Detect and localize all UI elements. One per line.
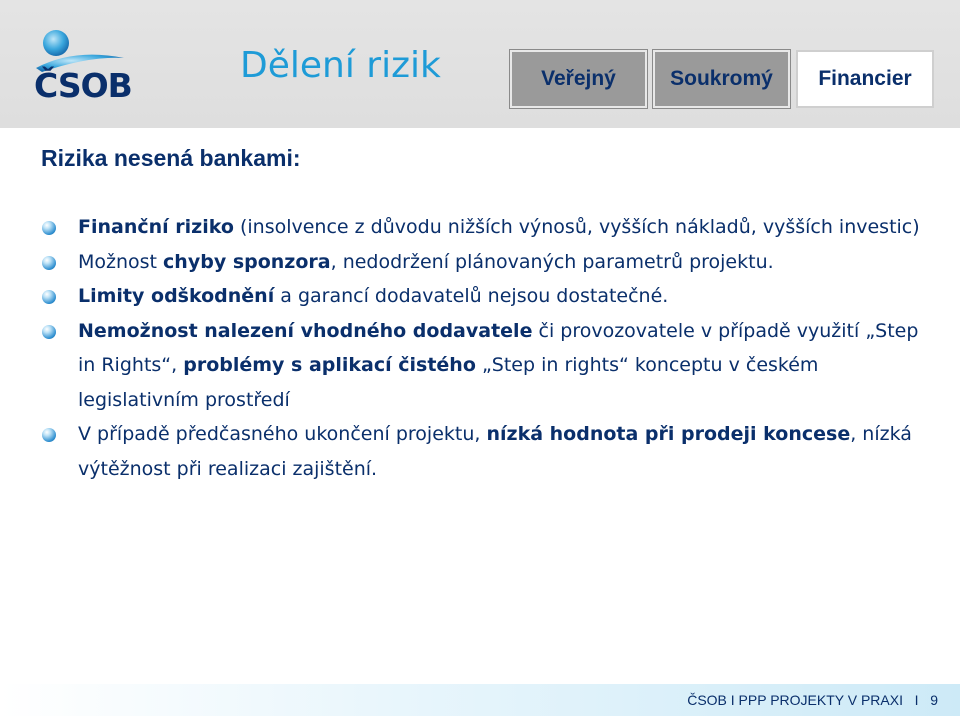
bullet-text-bold: Finanční riziko [78,216,234,238]
bullet-text-bold: chyby sponzora [163,250,331,273]
list-item [42,245,922,280]
slide-header [0,0,960,128]
slide-footer [0,684,960,716]
section-subtitle: Rizika nesená bankami: [41,145,301,171]
bullet-icon [42,325,56,339]
tab-financier[interactable] [796,50,934,108]
tab-label: Financier [818,67,912,90]
bullet-text-bold: nízká hodnota při prodeji koncese [486,423,851,445]
bullet-icon [42,290,56,304]
tab-verejny[interactable] [510,50,647,108]
bullet-text: „Step in rights“ konceptu v českém legislativním prostředí [78,354,819,411]
logo-text: ČSOB [34,66,132,105]
tab-label: Soukromý [670,67,773,90]
bullet-text: V případě předčasného ukončení projektu, [78,423,487,445]
tab-label: Veřejný [541,67,616,90]
list-item [42,314,922,418]
bullet-text: , nedodržení plánovaných parametrů projektu. [330,250,774,273]
bullet-icon [42,256,56,270]
bullet-text-bold: Nemožnost nalezení vhodného dodavatele [78,319,533,342]
bullet-text: Možnost [78,250,164,273]
slide-title: Dělení rizik [240,45,441,86]
list-item [42,279,922,314]
tab-soukromy[interactable] [653,50,790,108]
footer-text: ČSOB I PPP PROJEKTY V PRAXI I 9 [687,692,938,708]
bullet-icon [42,428,56,442]
bullet-text: , nízká výtěžnost při realizaci zajištění. [78,423,912,480]
bullet-icon [42,221,56,235]
list-item [42,210,922,245]
bullet-text: a garancí dodavatelů nejsou dostatečné. [274,285,669,307]
bullet-text-bold: problémy s aplikací čistého [183,354,476,376]
csob-logo [34,28,132,105]
bullet-text-bold: Limity odškodnění [78,285,275,307]
bullet-text: (insolvence z důvodu nižších výnosů, vyšších nákladů, vyšších investic) [233,216,920,238]
risk-bullet-list [42,210,922,486]
bullet-text: či provozovatele v případě využití „Step in Rights“, [78,319,919,376]
list-item [42,417,922,486]
